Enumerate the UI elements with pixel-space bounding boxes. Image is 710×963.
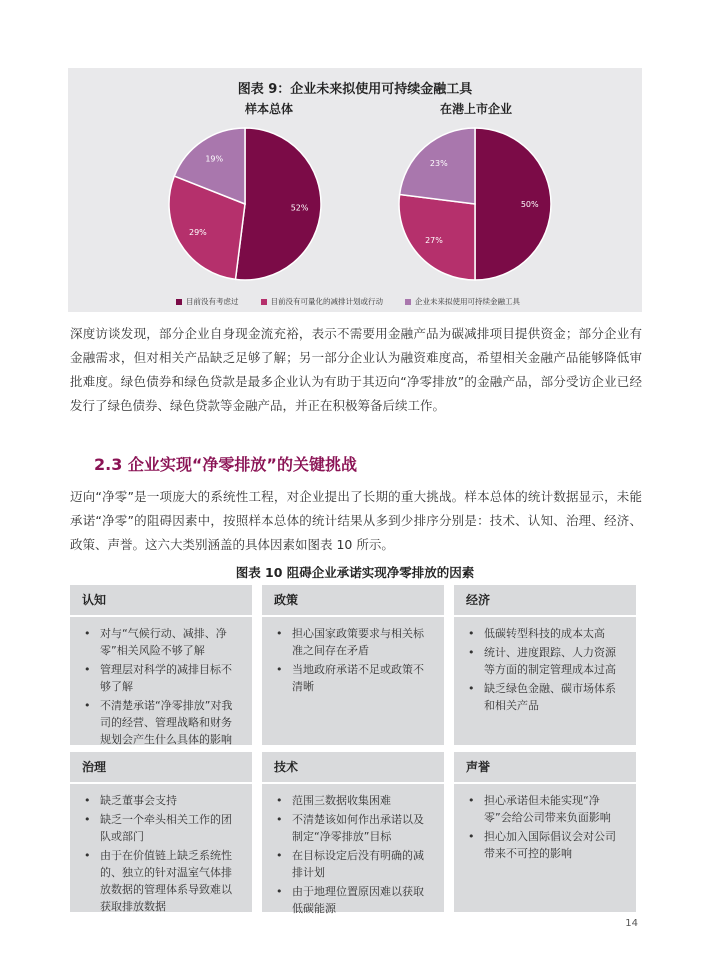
pie-chart-total: [150, 118, 340, 294]
list-item: • 管理层对科学的减排目标不够了解: [100, 661, 242, 695]
chart-title: 图表 9：企业未来拟使用可持续金融工具: [237, 82, 473, 97]
factor-list: [454, 784, 636, 862]
legend-label: 企业未来拟使用可持续金融工具: [415, 297, 520, 306]
pie-slice-label: 52%: [290, 203, 309, 213]
pie-slice-label: 23%: [429, 158, 448, 168]
pie-slice: [475, 128, 551, 280]
list-item: • 对与“气候行动、减排、净零”相关风险不够了解: [100, 625, 242, 659]
section-heading: 2.3 企业实现“净零排放”的关键挑战: [94, 455, 357, 474]
factor-list: [262, 617, 444, 695]
list-item: • 当地政府承诺不足或政策不清晰: [292, 661, 434, 695]
legend-item: [405, 296, 520, 307]
body-paragraph: 迈向“净零”是一项庞大的系统性工程，对企业提出了长期的重大挑战。样本总体的统计数据显示，未能承诺“净零”的阻碍因素中，按照样本总体的统计结果从多到少排序分别是：技术、认知、治理、经济、政策、声誉。这六大类别涵盖的具体因素如图表 10 所示。: [70, 489, 642, 552]
cell-heading: 经济: [454, 585, 636, 617]
factor-list: [454, 617, 636, 714]
page-number: 14: [625, 918, 638, 929]
cell-heading: 治理: [70, 752, 252, 784]
pie-title-hk: 在港上市企业: [439, 102, 512, 116]
list-item: • 担心加入国际倡议会对公司带来不可控的影响: [484, 828, 626, 862]
pie-slice-label: 29%: [189, 227, 207, 237]
cell-heading: 声誉: [454, 752, 636, 784]
pie-title-total: 样本总体: [244, 102, 293, 116]
list-item: • 范围三数据收集困难: [292, 792, 434, 809]
legend-item: [261, 296, 384, 307]
list-item: • 在目标设定后没有明确的减排计划: [292, 847, 434, 881]
cell-heading: 政策: [262, 585, 444, 617]
factor-cell-cognition: [70, 585, 252, 745]
list-item: • 不清楚该如何作出承诺以及制定“净零排放”目标: [292, 811, 434, 845]
list-item: • 缺乏董事会支持: [100, 792, 242, 809]
chart-legend: [176, 296, 520, 307]
factor-cell-governance: [70, 752, 252, 912]
pie-slice-label: 50%: [520, 200, 539, 209]
list-item: • 缺乏绿色金融、碳市场体系和相关产品: [484, 680, 626, 714]
list-item: • 担心承诺但未能实现“净零”会给公司带来负面影响: [484, 792, 626, 826]
legend-item: [176, 296, 239, 307]
chart-panel: [68, 68, 642, 312]
pie-slice-label: 27%: [425, 236, 443, 246]
factor-cell-technology: [262, 752, 444, 915]
legend-label: 目前没有考虑过: [186, 297, 239, 306]
factor-cell-policy: [262, 585, 444, 745]
body-paragraph: 深度访谈发现，部分企业自身现金流充裕，表示不需要用金融产品为碳减排项目提供资金；部分企业有金融需求，但对相关产品缺乏足够了解；另一部分企业认为融资难度高，希望相关金融产品能够降低审批难度。绿色债券和绿色贷款是最多企业认为有助于其迈向“净零排放”的金融产品，部分受访企业已经发行了绿色债券、绿色贷款等金融产品，并正在积极筹备后续工作。: [70, 326, 642, 413]
legend-swatch: [261, 299, 267, 305]
pie-chart-hk: [380, 118, 570, 294]
list-item: • 低碳转型科技的成本太高: [484, 625, 626, 642]
list-item: • 不清楚承诺“净零排放”对我司的经营、管理战略和财务规划会产生什么具体的影响: [100, 697, 242, 748]
list-item: • 担心国家政策要求与相关标准之间存在矛盾: [292, 625, 434, 659]
cell-heading: 认知: [70, 585, 252, 617]
factor-cell-economy: [454, 585, 636, 745]
factor-cell-reputation: [454, 752, 636, 912]
factor-list: [262, 784, 444, 917]
legend-label: 目前没有可量化的减排计划或行动: [270, 297, 383, 306]
table-title: 图表 10 阻碍企业承诺实现净零排放的因素: [235, 565, 475, 580]
legend-swatch: [176, 299, 182, 305]
cell-heading: 技术: [262, 752, 444, 784]
factor-list: [70, 617, 252, 748]
list-item: • 统计、进度跟踪、人力资源等方面的制定管理成本过高: [484, 644, 626, 678]
list-item: • 缺乏一个牵头相关工作的团队或部门: [100, 811, 242, 845]
factor-list: [70, 784, 252, 915]
pie-slice-label: 19%: [205, 154, 224, 164]
list-item: • 由于在价值链上缺乏系统性的、独立的针对温室气体排放数据的管理体系导致难以获取排放数据: [100, 847, 242, 915]
list-item: • 由于地理位置原因难以获取低碳能源: [292, 883, 434, 917]
legend-swatch: [405, 299, 411, 305]
